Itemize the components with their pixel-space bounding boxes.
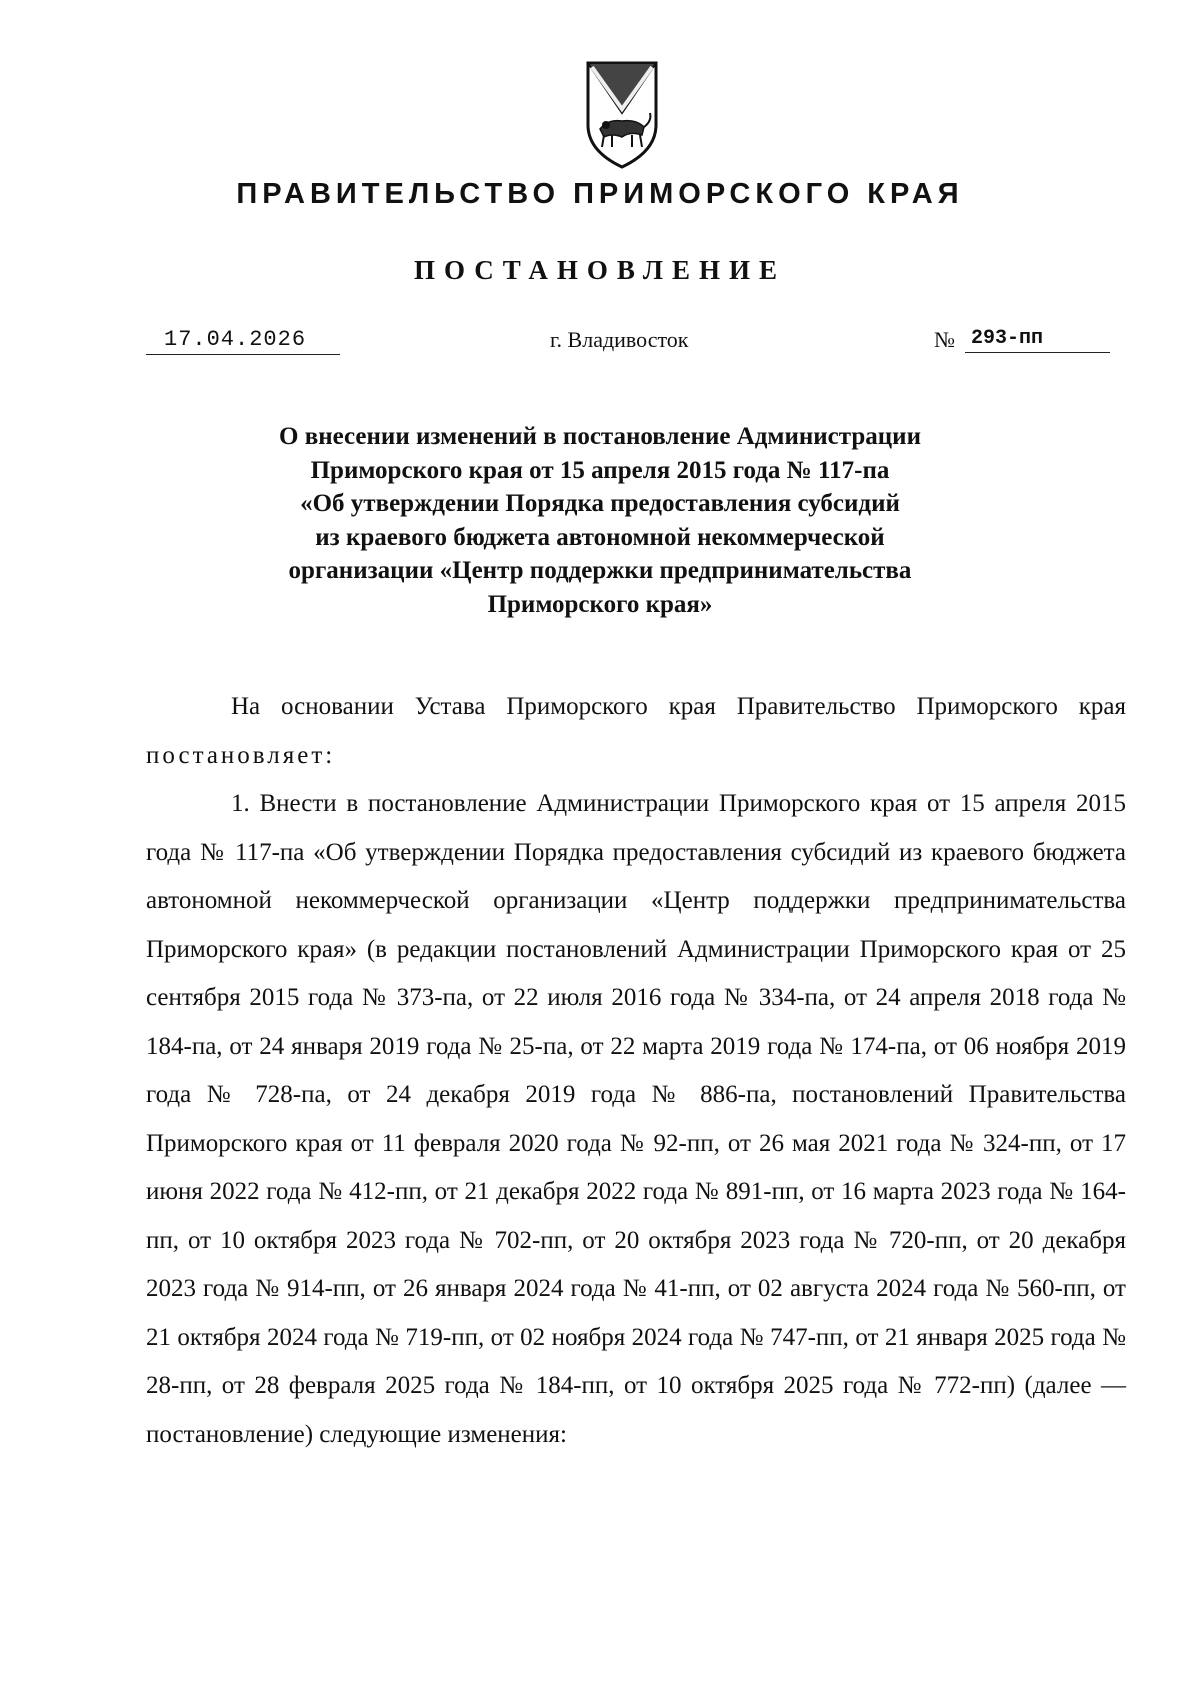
- heading-line: О внесении изменений в постановление Администрации: [279, 423, 921, 450]
- number-value: 293-пп: [965, 327, 1110, 353]
- heading-line: Приморского края от 15 апреля 2015 года № 117-па: [310, 456, 890, 484]
- document-type: ПОСТАНОВЛЕНИЕ: [413, 255, 787, 285]
- document-heading: [200, 420, 1000, 621]
- heading-line: из краевого бюджета автономной некоммерческой: [315, 523, 885, 551]
- heading-line: «Об утверждении Порядка предоставления субсидий: [300, 490, 900, 517]
- document-body: [146, 683, 1126, 1459]
- preamble-decree-word: постановляет:: [146, 741, 336, 769]
- preamble-paragraph: [146, 683, 1126, 780]
- heading-line: организации «Центр поддержки предпринимательства: [288, 557, 912, 584]
- document-city: г. Владивосток: [550, 327, 689, 352]
- heading-line: Приморского края»: [487, 590, 713, 618]
- preamble-text: На основании Устава Приморского края Правительство Приморского края: [231, 693, 1126, 720]
- document-date: 17.04.2026: [146, 327, 340, 355]
- document-meta-row: [0, 327, 1200, 367]
- item-1-paragraph: 1. Внести в постановление Администрации Приморского края от 15 апреля 2015 года № 117-па «Об утверждении Порядка предоставления субсидий из краевого бюджета автономной некоммерческой организации «Центр поддержки предпринимательства Приморского края» (в редакции постановлений Администрации Приморского края от 25 сентября 2015 года № 373-па, от 22 июля 2016 года № 334-па, от 24 апреля 2018 года № 184-па, от 24 января 2019 года № 25-па, от 22 марта 2019 года № 174-па, от 06 ноября 2019 года № 728-па, от 24 декабря 2019 года № 886-па, постановлений Правительства Приморского края от 11 февраля 2020 года № 92-пп, от 26 мая 2021 года № 324-пп, от 17 июня 2022 года № 412-пп, от 21 декабря 2022 года № 891-пп, от 16 марта 2023 года № 164-пп, от 10 октября 2023 года № 702-пп, от 20 октября 2023 года № 720-пп, от 20 декабря 2023 года № 914-пп, от 26 января 2024 года № 41-пп, от 02 августа 2024 года № 560-пп, от 21 октября 2024 года № 719-пп, от 02 ноября 2024 года № 747-пп, от 21 января 2025 года № 28-пп, от 28 февраля 2025 года № 184-пп, от 10 октября 2025 года № 772-пп) (далее — постановление) следующие изменения:: [146, 790, 1126, 1448]
- document-number: [934, 327, 1110, 353]
- coat-of-arms-icon: [582, 55, 662, 175]
- government-title: ПРАВИТЕЛЬСТВО ПРИМОРСКОГО КРАЯ: [236, 178, 964, 210]
- number-sign: №: [934, 327, 955, 352]
